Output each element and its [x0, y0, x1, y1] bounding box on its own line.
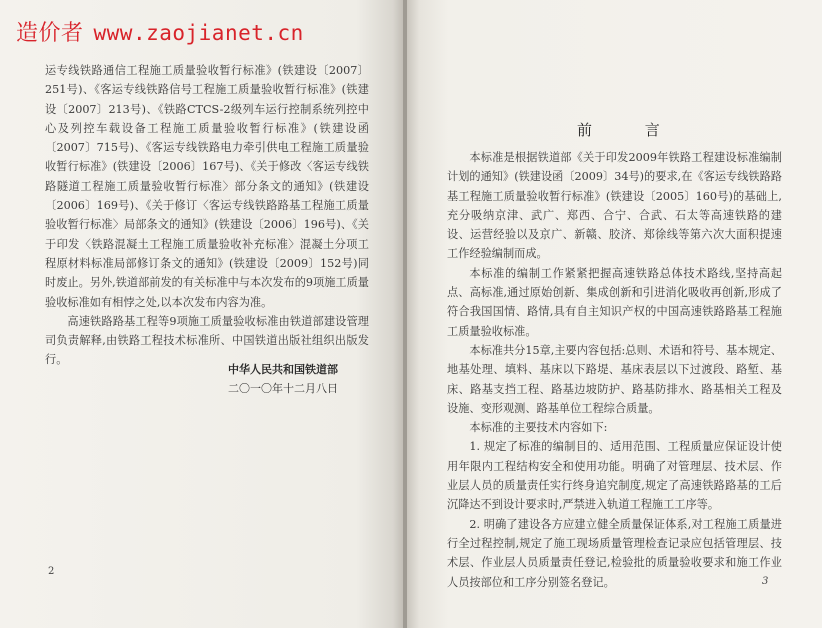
right-paragraph-5: 1. 规定了标准的编制目的、适用范围、工程质量应保证设计使用年限内工程结构安全和使用功能。明确了对管理层、技术层、作业层人员的质量责任实行终身追究制度,规定了高速铁路路基的工后沉降达不到设计要求时,严禁进入轨道工程施工工序等。 — [447, 440, 782, 512]
left-paragraph-1: 运专线铁路通信工程施工质量验收暂行标准》(铁建设〔2007〕251号)、《客运专线铁路信号工程施工质量验收暂行标准》(铁建设〔2007〕213号)、《铁路CTCS-2级列车运行控制系统列控中心及列控车载设备工程施工质量验收暂行标准》(铁建设函〔2007〕715号)、《客运专线铁路电力牵引供电工程施工质量验收暂行标准》(铁建设〔2006〕167号)、《关于修改〈客运专线铁路隧道工程施工质量验收暂行标准〉部分条文的通知》(铁建设〔2006〕169号)、《关于修订〈客运专线铁路路基工程施工质量验收暂行标准〉局部条文的通知》(铁建设〔2006〕196号)、《关于印发〈铁路混凝土工程施工质量验收补充标准〉混凝土分项工程原材料标准局部修订条文的通知》(铁建设〔2009〕152号)同时废止。另外,铁道部前发的有关标准中与本次发布的9项施工质量验收标准如有相悖之处,以本次发布内容为准。 — [45, 64, 369, 309]
right-page-body — [447, 148, 782, 592]
left-page — [0, 0, 405, 628]
right-page-number: 3 — [762, 576, 769, 587]
watermark-name: 造价者 — [16, 21, 84, 46]
watermark-url: www.zaojianet.cn — [93, 21, 304, 45]
left-page-number: 2 — [48, 566, 55, 577]
right-paragraph-1: 本标准是根据铁道部《关于印发2009年铁路工程建设标准编制计划的通知》(铁建设函〔2009〕34号)的要求,在《客运专线铁路路基工程施工质量验收暂行标准》(铁建设〔2005〕160号)的基础上,充分吸纳京津、武广、郑西、合宁、合武、石太等高速铁路的建设、运营经验以及京广、新赣、胶济、郑徐线等第六次大面积提速工作经验编制而成。 — [447, 151, 782, 261]
signature-date: 二〇一〇年十二月八日 — [228, 382, 338, 395]
watermark — [16, 16, 304, 47]
right-paragraph-4: 本标准的主要技术内容如下: — [469, 421, 608, 435]
right-paragraph-3: 本标准共分15章,主要内容包括:总则、术语和符号、基本规定、地基处理、填料、基床以下路堤、基床表层以下过渡段、路堑、基床、路基支挡工程、路基边坡防护、路基防排水、路基相关工程及设施、变形观测、路基单位工程综合质量。 — [447, 343, 782, 415]
left-paragraph-2: 高速铁路路基工程等9项施工质量验收标准由铁道部建设管理司负责解释,由铁路工程技术标准所、中国铁道出版社组织出版发行。 — [45, 314, 369, 367]
left-page-body — [45, 61, 369, 370]
preface-heading: 前 言 — [577, 121, 684, 139]
right-paragraph-6: 2. 明确了建设各方应建立健全质量保证体系,对工程施工质量进行全过程控制,规定了施工现场质量管理检查记录应包括管理层、技术层、作业层人员质量责任登记,检验批的质量验收要求和施工作业人员按部位和工序分别签名登记。 — [447, 517, 782, 589]
right-paragraph-2: 本标准的编制工作紧紧把握高速铁路总体技术路线,坚持高起点、高标准,通过原始创新、集成创新和引进消化吸收再创新,形成了符合我国国情、路情,具有自主知识产权的中国高速铁路路基工程施工质量验收标准。 — [447, 266, 782, 338]
signature-organization: 中华人民共和国铁道部 — [228, 363, 338, 376]
